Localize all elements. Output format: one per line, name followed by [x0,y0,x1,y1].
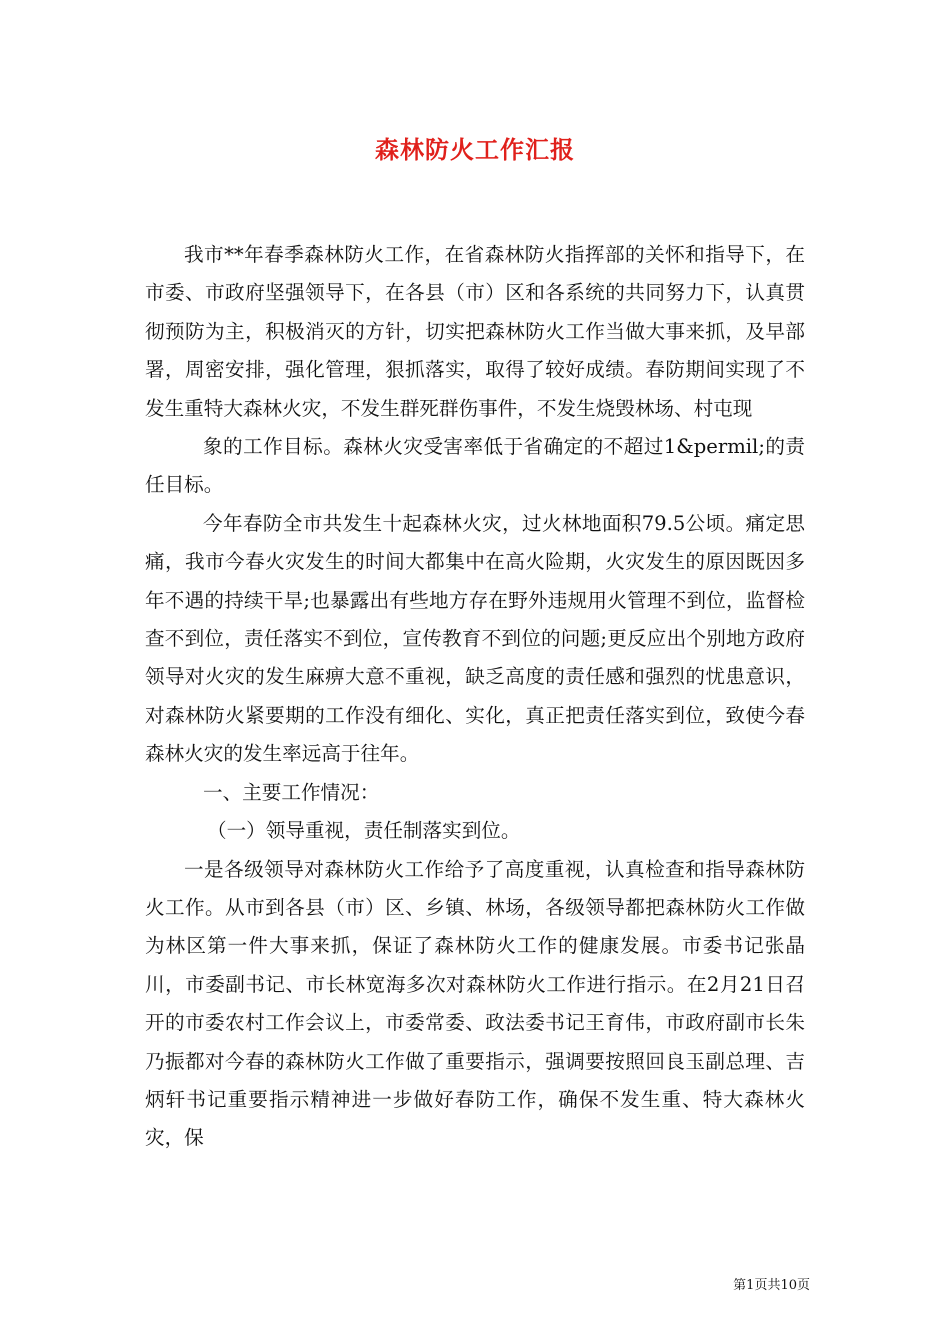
section-heading: 一、主要工作情况： [203,780,380,804]
paragraph-intro: 我市**年春季森林防火工作，在省森林防火指挥部的关怀和指导下，在市委、市政府坚强领导下，在各县（市）区和各系统的共同努力下，认真贯彻预防为主，积极消灭的方针，切实把森林防火工作当做大事来抓，及早部署，周密安排，强化管理，狠抓落实，取得了较好成绩。春防期间实现了不发生重特大森林火灾，不发生群死群伤事件，不发生烧毁林场、村屯现 [145,243,805,420]
paragraph-fires: 今年春防全市共发生十起森林火灾，过火林地面积79.5公顷。痛定思痛，我市今春火灾发生的时间大都集中在高火险期，火灾发生的原因既因多年不遇的持续干旱;也暴露出有些地方存在野外违规用火管理不到位，监督检查不到位，责任落实不到位，宣传教育不到位的问题;更反应出个别地方政府领导对火灾的发生麻痹大意不重视，缺乏高度的责任感和强烈的忧患意识，对森林防火紧要期的工作没有细化、实化，真正把责任落实到位，致使今春森林火灾的发生率远高于往年。 [145,511,805,766]
subsection-heading: （一）领导重视，责任制落实到位。 [207,819,521,843]
document-body [145,236,805,1158]
paragraph-target: 象的工作目标。森林火灾受害率低于省确定的不超过1&permil;的责任目标。 [145,435,805,497]
page-title: 森林防火工作汇报 [375,135,575,164]
page-number: 第1页共10页 [733,1278,810,1293]
paragraph-leadership: 一是各级领导对森林防火工作给予了高度重视，认真检查和指导森林防火工作。从市到各县（市）区、乡镇、林场，各级领导都把森林防火工作做为林区第一件大事来抓，保证了森林防火工作的健康发展。市委书记张晶川，市委副书记、市长林宽海多次对森林防火工作进行指示。在2月21日召开的市委农村工作会议上，市委常委、政法委书记王育伟，市政府副市长朱乃振都对今春的森林防火工作做了重要指示，强调要按照回良玉副总理、吉炳轩书记重要指示精神进一步做好春防工作，确保不发生重、特大森林火灾，保 [145,857,805,1150]
